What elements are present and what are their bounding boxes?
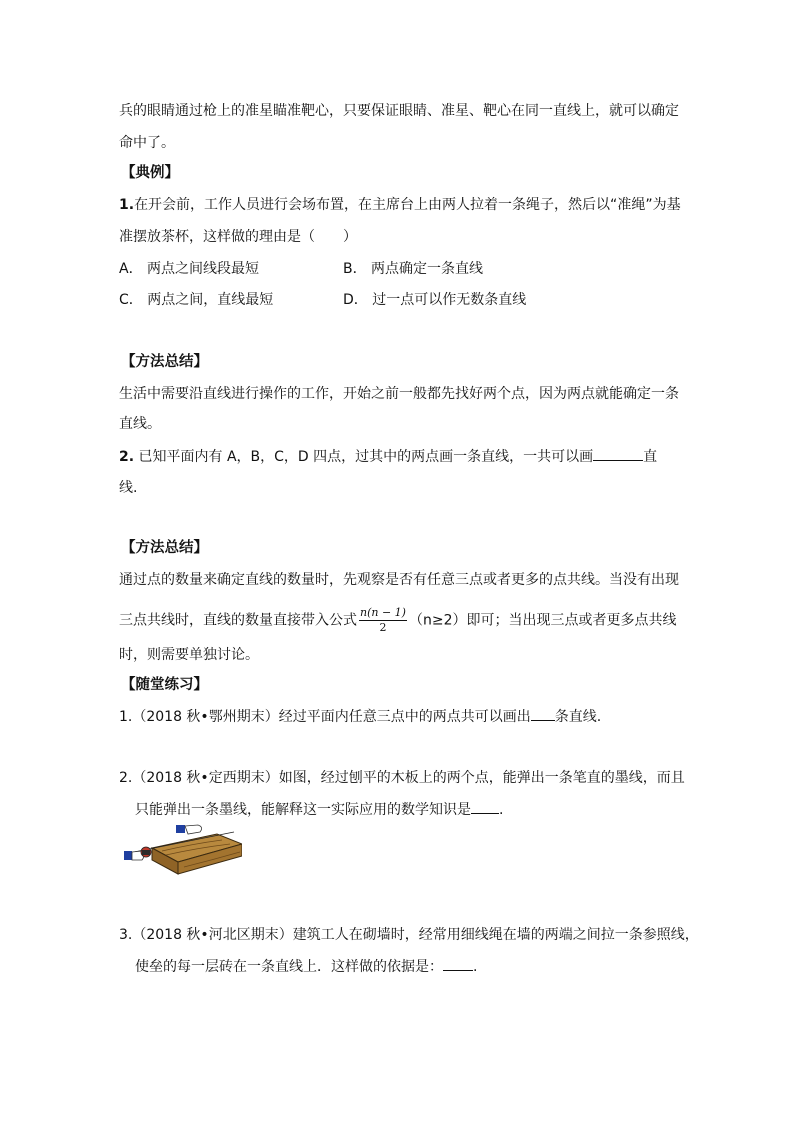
option-a: A． 两点之间线段最短 <box>119 261 260 277</box>
question-2-number: 2. <box>119 449 135 465</box>
option-b: B． 两点确定一条直线 <box>343 261 484 277</box>
practice-1-text-end: 条直线. <box>554 709 602 725</box>
practice-3-line-1: 3.（2018 秋•河北区期末）建筑工人在砌墙时，经常用细线绳在墙的两端之间拉一条参照线， <box>119 927 699 943</box>
practice-2-text: 只能弹出一条墨线，能解释这一实际应用的数学知识是 <box>135 802 471 818</box>
top-hand <box>185 825 202 834</box>
question-2-line-1 <box>119 446 657 467</box>
question-2-text-end: 直 <box>643 449 658 465</box>
practice-heading: 【随堂练习】 <box>121 677 208 693</box>
example-heading: 【典例】 <box>121 165 179 181</box>
practice-3-text: 使垒的每一层砖在一条直线上．这样做的依据是： <box>135 959 443 975</box>
intro-line-1: 兵的眼睛通过枪上的准星瞄准靶心，只要保证眼睛、准星、靶心在同一直线上，就可以确定 <box>119 103 679 119</box>
question-1-text-1: 在开会前，工作人员进行会场布置，在主席台上由两人拉着一条绳子，然后以“准绳”为基 <box>134 197 681 213</box>
practice-3-text-end: . <box>473 959 478 975</box>
question-1-line-2: 准摆放茶杯，这样做的理由是（ ） <box>119 229 357 245</box>
question-2-line-2: 线. <box>119 480 138 496</box>
answer-blank[interactable] <box>471 799 499 814</box>
summary-2-line-2 <box>119 606 676 635</box>
intro-line-2: 命中了。 <box>119 135 175 151</box>
answer-blank[interactable] <box>443 956 473 971</box>
left-sleeve <box>124 851 132 860</box>
question-2-text: 已知平面内有 A，B，C，D 四点，过其中的两点画一条直线，一共可以画 <box>134 449 594 465</box>
practice-2-text-end: . <box>499 802 504 818</box>
summary-2-line-3: 时，则需要单独讨论。 <box>119 647 259 663</box>
practice-2-line-2 <box>135 799 503 820</box>
practice-3-line-2 <box>135 956 477 977</box>
summary-1-line-2: 直线。 <box>119 416 161 432</box>
formula-denominator: 2 <box>379 621 387 634</box>
formula-numerator: n(n − 1) <box>360 606 406 619</box>
answer-blank[interactable] <box>593 446 643 461</box>
summary-2-line-1: 通过点的数量来确定直线的数量时，先观察是否有任意三点或者更多的点共线。当没有出现 <box>119 572 679 588</box>
question-1-line-1 <box>119 195 681 215</box>
question-1-number: 1. <box>119 197 135 213</box>
practice-1-text: 1.（2018 秋•鄂州期末）经过平面内任意三点中的两点共可以画出 <box>119 709 531 725</box>
summary-2-text-post: （n≥2）即可；当出现三点或者更多点共线 <box>408 612 677 629</box>
formula-fraction <box>359 606 407 635</box>
summary-2-heading: 【方法总结】 <box>121 540 208 556</box>
summary-1-heading: 【方法总结】 <box>121 354 208 370</box>
summary-1-line-1: 生活中需要沿直线进行操作的工作，开始之前一般都先找好两个点，因为两点就能确定一条 <box>119 386 679 402</box>
summary-2-text-pre: 三点共线时，直线的数量直接带入公式 <box>119 612 357 629</box>
answer-blank[interactable] <box>531 706 555 721</box>
practice-1-line <box>119 706 601 727</box>
wood-plank-illustration <box>122 822 242 880</box>
practice-2-line-1: 2.（2018 秋•定西期末）如图，经过刨平的木板上的两个点，能弹出一条笔直的墨线，而且 <box>119 770 685 786</box>
option-d: D． 过一点可以作无数条直线 <box>343 292 527 308</box>
option-c: C． 两点之间，直线最短 <box>119 292 274 308</box>
top-sleeve <box>176 825 185 833</box>
